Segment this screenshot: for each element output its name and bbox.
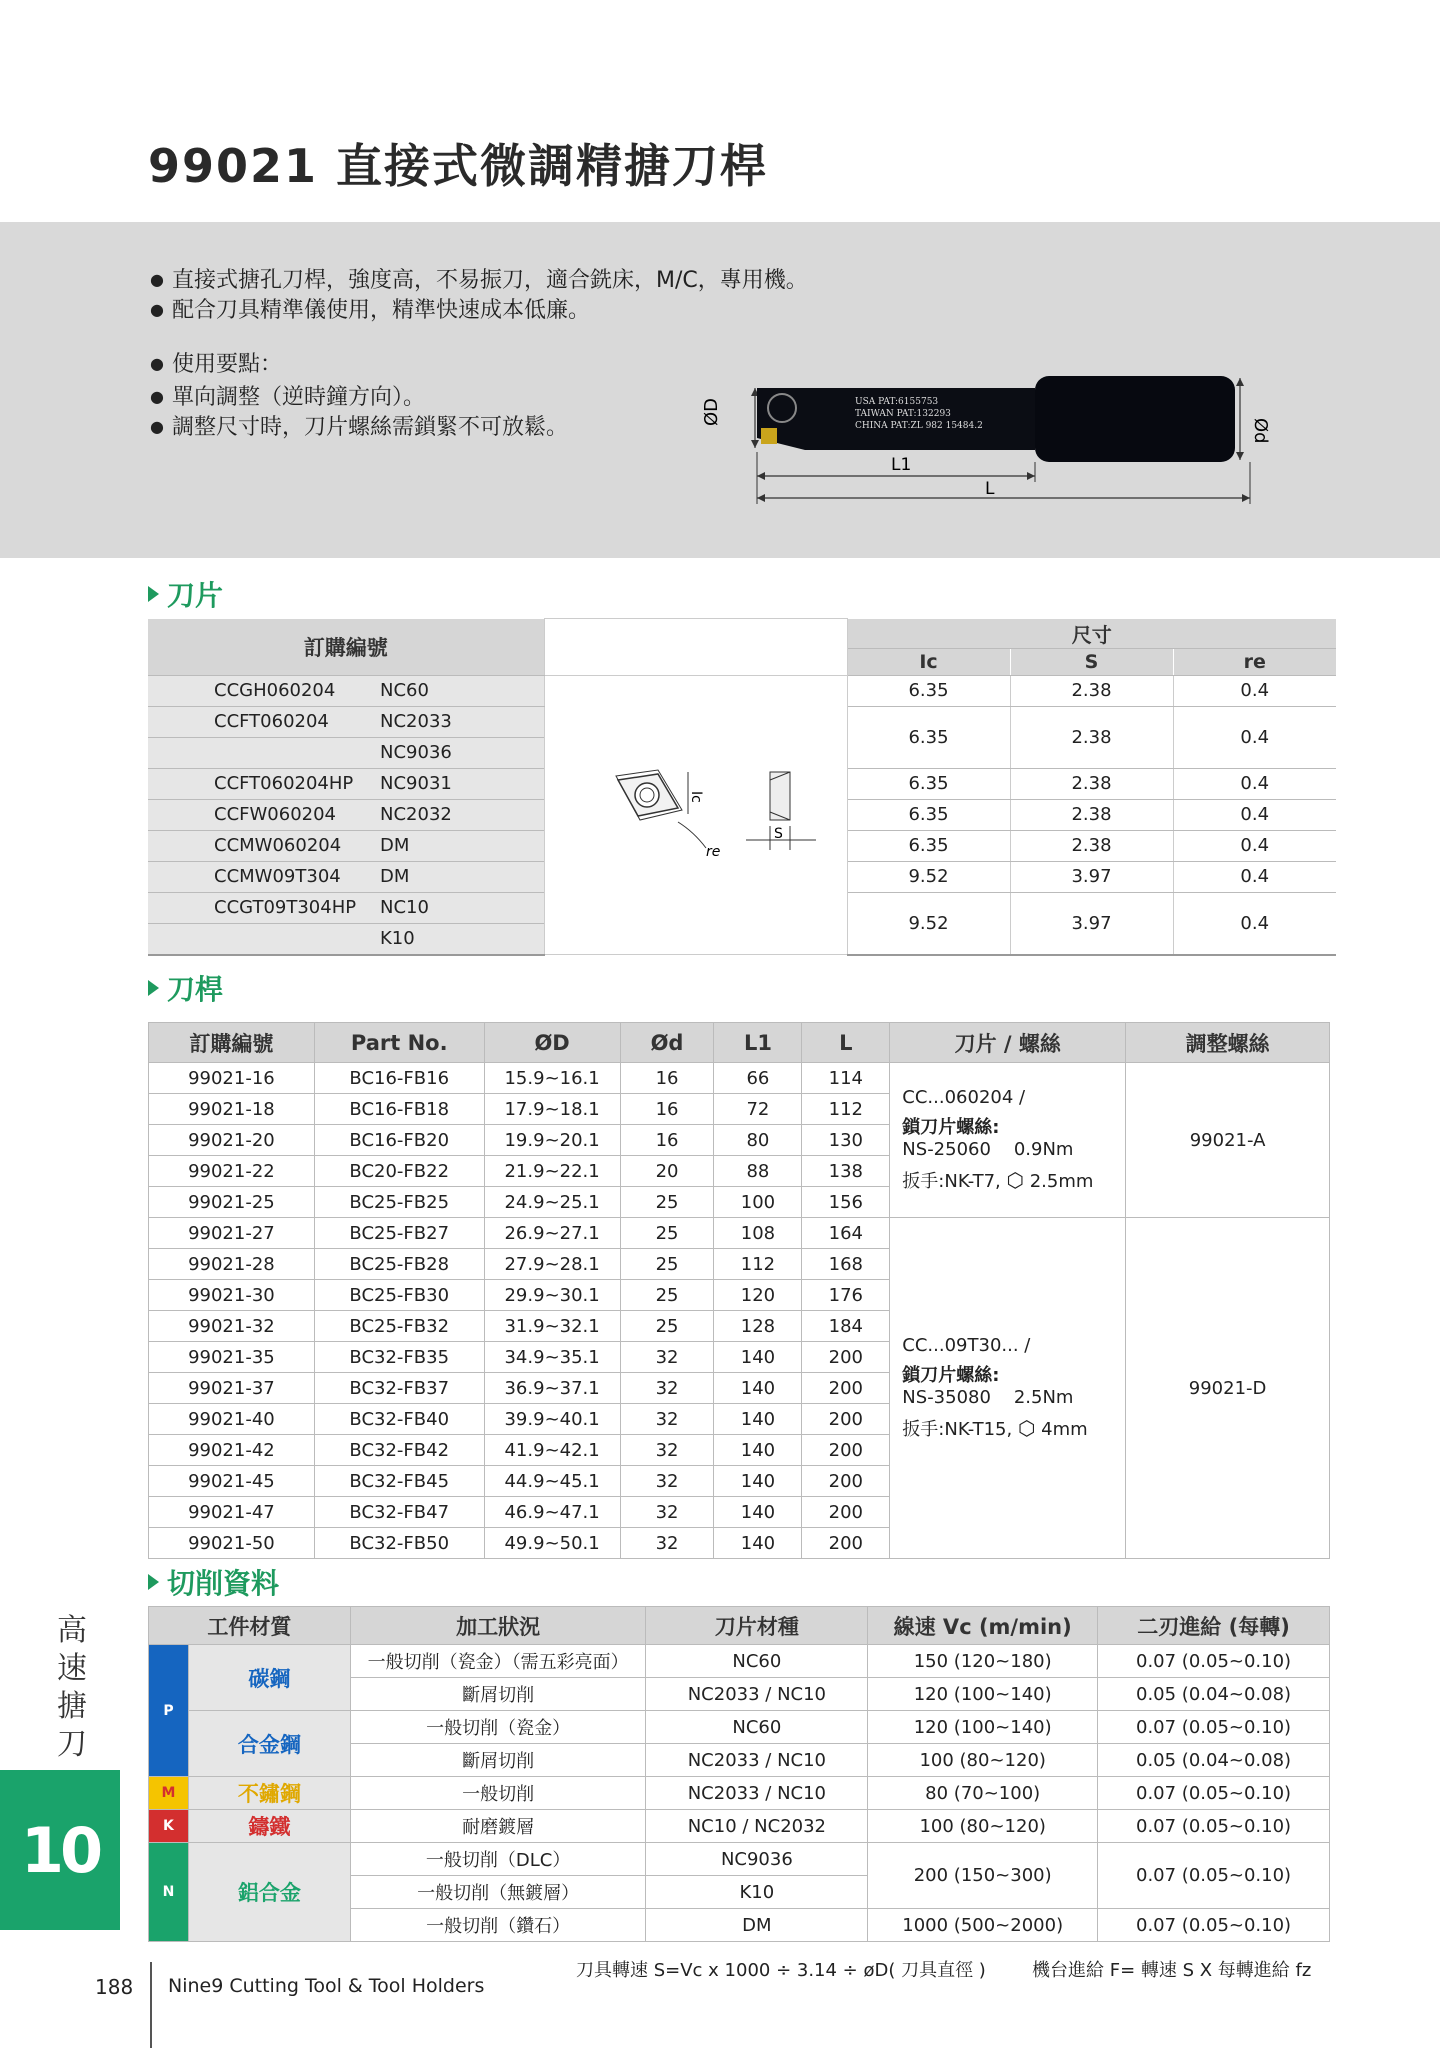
usage-title: ● 使用要點： [150,350,568,380]
table-row: 99021-16 BC16-FB16 15.9~16.1 16 66 114 CC...060204 / 鎖刀片螺絲: NS-25060 0.9Nm 扳手:NK-T7, ⬡ 2.5mm 99021-A [149,1063,1330,1094]
inserts-section-label: 刀片 [167,579,224,612]
intro-bullet: ● 直接式搪孔刀桿，強度高，不易振刀，適合銑床，M/C，專用機。 [150,266,808,296]
iso-p-tag: P [149,1645,189,1777]
inserts-table: 訂購編號 尺寸 Ic S re CCGH060204 NC60 Ic re S 6.35 2.38 0.4 CCFT060204 NC2033 6.35 2.38 0.4 NC9036 CCFT060204HP NC9031 6.35 2.38 0.4 CCFW060204 NC2032 6.35 2.38 0.4 CCMW060204 DM 6.35 2.38 0.4 CCMW09T304 DM 9.52 3.97 0.4 CCGT09T304HP NC10 9.52 3.97 0.4 K10 [148,618,1336,956]
side-category-text: 高速搪刀 [57,1613,87,1762]
size-header: 尺寸 [847,619,1336,649]
hdr-part: Part No. [314,1023,484,1063]
cutting-table: 工件材質 加工狀況 刀片材種 線速 Vc (m/min) 二刃進給 (每轉) P 碳鋼 一般切削（瓷金）（需五彩亮面） NC60 150 (120~180) 0.07 (0.05~0.10) 斷屑切削 NC2033 / NC10 120 (100~140) 0.05 (0.04~0.08) 合金鋼 一般切削（瓷金） NC60 120 (100~140) 0.07 (0.05~0.10) 斷屑切削 NC2033 / NC10 100 (80~120) 0.05 (0.04~0.08) M 不鏽鋼 一般切削 NC2033 / NC10 80 (70~100) 0.07 (0.05~0.10) K 鑄鐵 耐磨鍍層 NC10 / NC2032 100 (80~120) 0.07 (0.05~0.10) N 鋁合金 一般切削（DLC） NC9036 200 (150~300) 0.07 (0.05~0.10) 一般切削（無鍍層） K10 一般切削（鑽石） DM 1000 (500~2000) 0.07 (0.05~0.10) [148,1606,1330,1942]
insert-screw-info: CC...060204 / 鎖刀片螺絲: NS-25060 0.9Nm 扳手:NK-T7, ⬡ 2.5mm [890,1063,1126,1218]
speed-formula: 刀具轉速 S=Vc x 1000 ÷ 3.14 ÷ øD( 刀具直徑 ) [576,1960,986,1981]
hdr-insert-screw: 刀片 / 螺絲 [890,1023,1126,1063]
hex-icon: ⬡ [1006,1168,1024,1192]
hdr-condition: 加工狀況 [350,1607,646,1645]
iso-k-tag: K [149,1810,189,1843]
insert-diagram [546,752,846,872]
material-aluminum: 鋁合金 [188,1843,350,1942]
col-s: S [1010,648,1173,675]
iso-m-tag: M [149,1777,189,1810]
adjust-screw: 99021-A [1126,1063,1330,1218]
page-title: 99021 直接式微調精搪刀桿 [148,139,769,193]
engraving-1: USA PAT:6155753 [855,397,939,407]
hdr-l1: L1 [714,1023,802,1063]
table-row: NC9036 [148,737,544,768]
table-row: CCFW060204 NC2032 [148,799,544,830]
intro-bullets [150,266,808,326]
section-marker-icon [148,1574,159,1590]
insert-screw-info: CC...09T30... / 鎖刀片螺絲: NS-35080 2.5Nm 扳手:NK-T15, ⬡ 4mm [890,1218,1126,1559]
footer-brand: Nine9 Cutting Tool & Tool Holders [168,1975,485,1997]
table-row: 99021-27 BC25-FB27 26.9~27.1 25 108 164 CC...09T30... / 鎖刀片螺絲: NS-35080 2.5Nm 扳手:NK-T15, ⬡ 4mm 99021-D [149,1218,1330,1249]
table-row: CCFT060204HP NC9031 [148,768,544,799]
table-row: 99021-45 BC32-FB45 44.9~45.1 32 140 200 [149,1466,1330,1497]
table-row: K10 [148,923,544,955]
engraving-2: TAIWAN PAT:132293 [855,409,951,419]
hex-icon: ⬡ [1017,1416,1036,1440]
insert-diagram-cell [544,675,847,955]
table-row: 99021-50 BC32-FB50 49.9~50.1 32 140 200 [149,1528,1330,1559]
l1-label: L1 [891,455,912,475]
table-row: 99021-42 BC32-FB42 41.9~42.1 32 140 200 [149,1435,1330,1466]
holder-body [1035,376,1235,462]
material-alloy: 合金鋼 [188,1711,350,1777]
hdr-l: L [802,1023,890,1063]
hdr-adjust: 調整螺絲 [1126,1023,1330,1063]
hdr-vc: 線速 Vc (m/min) [868,1607,1098,1645]
table-row: 99021-25 BC25-FB25 24.9~25.1 25 100 156 [149,1187,1330,1218]
table-row: CCMW060204 DM [148,830,544,861]
footer-divider [150,1962,152,2048]
material-carbon: 碳鋼 [188,1645,350,1711]
intro-bullet: ● 配合刀具精準儀使用，精準快速成本低廉。 [150,296,808,326]
table-row: 99021-18 BC16-FB18 17.9~18.1 16 72 112 [149,1094,1330,1125]
col-ic: Ic [847,648,1010,675]
table-row: 99021-47 BC32-FB47 46.9~47.1 32 140 200 [149,1497,1330,1528]
d-label: Ød [1250,418,1271,444]
re-label: re [705,844,720,861]
hdr-feed: 二刃進給 (每轉) [1098,1607,1330,1645]
table-row: 99021-40 BC32-FB40 39.9~40.1 32 140 200 [149,1404,1330,1435]
usage-bullet: ● 調整尺寸時，刀片螺絲需鎖緊不可放鬆。 [150,413,568,443]
engraving-3: CHINA PAT:ZL 982 15484.2 [855,421,983,431]
hdr-od: ØD [484,1023,620,1063]
od-label: ØD [701,397,722,426]
page-number: 188 [95,1975,134,1999]
table-row: 99021-20 BC16-FB20 19.9~20.1 16 80 130 [149,1125,1330,1156]
table-row: CCGT09T304HP NC10 [148,892,544,923]
table-row: 99021-37 BC32-FB37 36.9~37.1 32 140 200 [149,1373,1330,1404]
table-row: 99021-35 BC32-FB35 34.9~35.1 32 140 200 [149,1342,1330,1373]
table-row: 99021-28 BC25-FB28 27.9~28.1 25 112 168 [149,1249,1330,1280]
ic-label: Ic [687,791,704,804]
material-stainless: 不鏽鋼 [188,1777,350,1810]
iso-n-tag: N [149,1843,189,1942]
holders-section-title [148,968,223,1008]
hdr-order: 訂購編號 [149,1023,315,1063]
inserts-section-title [148,574,223,614]
holders-table [148,1022,1330,1559]
holders-section-label: 刀桿 [167,973,224,1006]
l-label: L [985,479,995,499]
adjust-screw: 99021-D [1126,1218,1330,1559]
insert-tip [761,428,777,444]
s-label: S [773,826,783,843]
feed-formula: 機台進給 F= 轉速 S X 每轉進給 fz [1032,1960,1312,1981]
hdr-material: 工件材質 [149,1607,351,1645]
section-marker-icon [148,586,159,602]
material-cast: 鑄鐵 [188,1810,350,1843]
holder-diagram [695,348,1275,538]
table-row: 99021-22 BC20-FB22 21.9~22.1 20 88 138 [149,1156,1330,1187]
col-re: re [1173,648,1336,675]
table-row: CCGH060204 NC60 [148,675,544,706]
cutting-section-label: 切削資料 [167,1567,280,1600]
section-marker-icon [148,980,159,996]
table-row: 99021-30 BC25-FB30 29.9~30.1 25 120 176 [149,1280,1330,1311]
table-row: CCMW09T304 DM [148,861,544,892]
order-header: 訂購編號 [148,619,544,676]
table-row: 99021-32 BC25-FB32 31.9~32.1 25 128 184 [149,1311,1330,1342]
usage-notes [150,350,568,443]
table-row: CCFT060204 NC2033 [148,706,544,737]
hdr-d: Ød [620,1023,714,1063]
intro-panel [0,222,1440,558]
hdr-grade: 刀片材種 [646,1607,868,1645]
chapter-tab: 10 [0,1770,120,1930]
cutting-section-title [148,1562,279,1602]
usage-bullet: ● 單向調整（逆時鐘方向）。 [150,383,568,413]
